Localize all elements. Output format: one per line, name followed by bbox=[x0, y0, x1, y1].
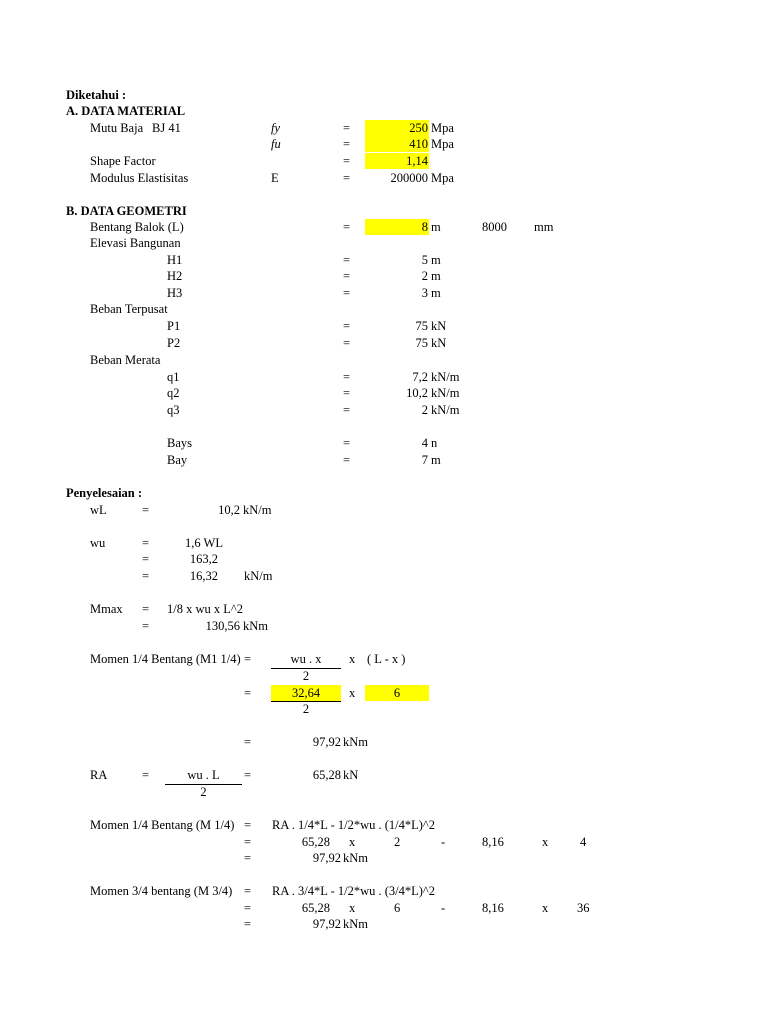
p1-label: P1 bbox=[167, 319, 181, 333]
wu-value: 16,32 bbox=[189, 569, 218, 583]
beban-merata-label: Beban Merata bbox=[90, 353, 161, 367]
fu-eq: = bbox=[343, 137, 351, 151]
wu-mid-value: 163,2 bbox=[189, 552, 218, 566]
mq-eq1: = bbox=[244, 818, 252, 832]
m34-d: 36 bbox=[577, 901, 590, 915]
m34-minus: - bbox=[441, 901, 446, 915]
m14-unit: kNm bbox=[343, 735, 368, 749]
sf-value: 1,14 bbox=[406, 154, 428, 168]
q3-eq: = bbox=[343, 403, 351, 417]
h3-eq: = bbox=[343, 286, 351, 300]
wl-unit: kN/m bbox=[243, 503, 272, 517]
h3-value: 3 bbox=[421, 286, 428, 300]
ra-eq1: = bbox=[142, 768, 150, 782]
sf-eq: = bbox=[343, 154, 351, 168]
m14-eq2: = bbox=[244, 686, 252, 700]
mmax-unit: kNm bbox=[243, 619, 268, 633]
ra-numerator: wu . L bbox=[187, 768, 220, 782]
fy-unit: Mpa bbox=[431, 121, 454, 135]
bay-value: 7 bbox=[421, 453, 428, 467]
bentang-eq: = bbox=[343, 220, 351, 234]
p1-unit: kN bbox=[431, 319, 447, 333]
m34-expr: RA . 3/4*L - 1/2*wu . (3/4*L)^2 bbox=[272, 884, 436, 898]
p2-value: 75 bbox=[415, 336, 428, 350]
m14-times-2: x bbox=[349, 686, 356, 700]
geometri-title: B. DATA GEOMETRI bbox=[66, 204, 187, 218]
m34-eq1: = bbox=[244, 884, 252, 898]
mq-eq2: = bbox=[244, 835, 252, 849]
mq-value: 97,92 bbox=[312, 851, 341, 865]
wl-label: wL bbox=[90, 503, 107, 517]
h1-eq: = bbox=[343, 253, 351, 267]
m14-value: 97,92 bbox=[312, 735, 341, 749]
m34-x1: x bbox=[349, 901, 356, 915]
m14-numerator-value: 32,64 bbox=[291, 686, 321, 700]
h2-eq: = bbox=[343, 269, 351, 283]
m34-label: Momen 3/4 bentang (M 3/4) bbox=[90, 884, 233, 898]
penyelesaian-title: Penyelesaian : bbox=[66, 486, 143, 500]
q1-label: q1 bbox=[167, 370, 180, 384]
m14-denominator: 2 bbox=[302, 669, 310, 683]
bentang-unit: m bbox=[431, 220, 441, 234]
wl-value: 10,2 bbox=[218, 503, 240, 517]
e-value: 200000 bbox=[390, 171, 428, 185]
fu-value: 410 bbox=[409, 137, 428, 151]
ra-unit: kN bbox=[343, 768, 359, 782]
q2-value: 10,2 bbox=[406, 386, 428, 400]
wu-unit: kN/m bbox=[244, 569, 273, 583]
wu-label: wu bbox=[90, 536, 106, 550]
q2-label: q2 bbox=[167, 386, 180, 400]
ra-value: 65,28 bbox=[312, 768, 341, 782]
mq-c: 8,16 bbox=[482, 835, 504, 849]
m14-denominator-2: 2 bbox=[302, 702, 310, 716]
q1-value: 7,2 bbox=[412, 370, 428, 384]
bays-unit: n bbox=[431, 436, 438, 450]
m34-c: 8,16 bbox=[482, 901, 504, 915]
fu-unit: Mpa bbox=[431, 137, 454, 151]
fy-symbol: fy bbox=[271, 121, 281, 135]
m34-eq2: = bbox=[244, 901, 252, 915]
mmax-eq2: = bbox=[142, 619, 150, 633]
ra-denominator: 2 bbox=[200, 785, 207, 799]
bentang-mm-value: 8000 bbox=[482, 220, 507, 234]
m34-a: 65,28 bbox=[301, 901, 330, 915]
elevasi-label: Elevasi Bangunan bbox=[90, 236, 181, 250]
m14-eq1: = bbox=[244, 652, 252, 666]
wu-eq1: = bbox=[142, 536, 150, 550]
h1-value: 5 bbox=[421, 253, 428, 267]
wu-eq2: = bbox=[142, 552, 150, 566]
mq-expr: RA . 1/4*L - 1/2*wu . (1/4*L)^2 bbox=[272, 818, 436, 832]
bay-unit: m bbox=[431, 453, 441, 467]
p2-eq: = bbox=[343, 336, 351, 350]
ra-eq2: = bbox=[244, 768, 252, 782]
wu-expr: 1,6 WL bbox=[185, 536, 223, 550]
mmax-value: 130,56 bbox=[205, 619, 240, 633]
q3-unit: kN/m bbox=[431, 403, 460, 417]
m34-eq3: = bbox=[244, 917, 252, 931]
bays-eq: = bbox=[343, 436, 351, 450]
mq-x1: x bbox=[349, 835, 356, 849]
mq-unit: kNm bbox=[343, 851, 368, 865]
q2-eq: = bbox=[343, 386, 351, 400]
q1-eq: = bbox=[343, 370, 351, 384]
h1-unit: m bbox=[431, 253, 441, 267]
q3-label: q3 bbox=[167, 403, 180, 417]
q2-unit: kN/m bbox=[431, 386, 460, 400]
bentang-value: 8 bbox=[421, 220, 428, 234]
wl-eq: = bbox=[142, 503, 150, 517]
m34-x2: x bbox=[542, 901, 549, 915]
mq-eq3: = bbox=[244, 851, 252, 865]
bentang-mm-unit: mm bbox=[534, 220, 554, 234]
mmax-label: Mmax bbox=[90, 602, 123, 616]
beban-terpusat-label: Beban Terpusat bbox=[90, 302, 168, 316]
mq-d: 4 bbox=[580, 835, 587, 849]
q1-unit: kN/m bbox=[431, 370, 460, 384]
mq-b: 2 bbox=[394, 835, 401, 849]
e-symbol: E bbox=[271, 171, 279, 185]
m14-paren: ( L - x ) bbox=[367, 652, 406, 666]
mq-label: Momen 1/4 Bentang (M 1/4) bbox=[90, 818, 235, 832]
m14-times: x bbox=[349, 652, 356, 666]
mmax-eq1: = bbox=[142, 602, 150, 616]
m14-numerator: wu . x bbox=[290, 652, 322, 666]
mutu-baja-label: Mutu Baja bbox=[90, 121, 144, 135]
bentang-label: Bentang Balok (L) bbox=[90, 220, 184, 234]
h1-label: H1 bbox=[167, 253, 183, 267]
mq-minus: - bbox=[441, 835, 446, 849]
p2-unit: kN bbox=[431, 336, 447, 350]
modulus-label: Modulus Elastisitas bbox=[90, 171, 189, 185]
mq-a: 65,28 bbox=[301, 835, 330, 849]
bay-eq: = bbox=[343, 453, 351, 467]
material-title: A. DATA MATERIAL bbox=[66, 104, 186, 118]
h2-label: H2 bbox=[167, 269, 183, 283]
fu-symbol: fu bbox=[271, 137, 281, 151]
bay-label: Bay bbox=[167, 453, 188, 467]
h2-value: 2 bbox=[421, 269, 428, 283]
e-unit: Mpa bbox=[431, 171, 454, 185]
p1-eq: = bbox=[343, 319, 351, 333]
m34-value: 97,92 bbox=[312, 917, 341, 931]
fy-value: 250 bbox=[409, 121, 428, 135]
m34-unit: kNm bbox=[343, 917, 368, 931]
bj-label: BJ 41 bbox=[152, 121, 181, 135]
wu-eq3: = bbox=[142, 569, 150, 583]
m14-eq3: = bbox=[244, 735, 252, 749]
m14-label: Momen 1/4 Bentang (M1 1/4) bbox=[90, 652, 241, 666]
m34-b: 6 bbox=[394, 901, 401, 915]
p2-label: P2 bbox=[167, 336, 181, 350]
bays-label: Bays bbox=[167, 436, 192, 450]
shape-factor-label: Shape Factor bbox=[90, 154, 156, 168]
fy-eq: = bbox=[343, 121, 351, 135]
mq-x2: x bbox=[542, 835, 549, 849]
h3-unit: m bbox=[431, 286, 441, 300]
ra-label: RA bbox=[90, 768, 108, 782]
mmax-expr: 1/8 x wu x L^2 bbox=[167, 602, 244, 616]
h3-label: H3 bbox=[167, 286, 183, 300]
bays-value: 4 bbox=[421, 436, 428, 450]
h2-unit: m bbox=[431, 269, 441, 283]
q3-value: 2 bbox=[421, 403, 428, 417]
m14-lx-value: 6 bbox=[393, 686, 401, 700]
p1-value: 75 bbox=[415, 319, 428, 333]
e-eq: = bbox=[343, 171, 351, 185]
diketahui-heading: Diketahui : bbox=[66, 88, 127, 102]
